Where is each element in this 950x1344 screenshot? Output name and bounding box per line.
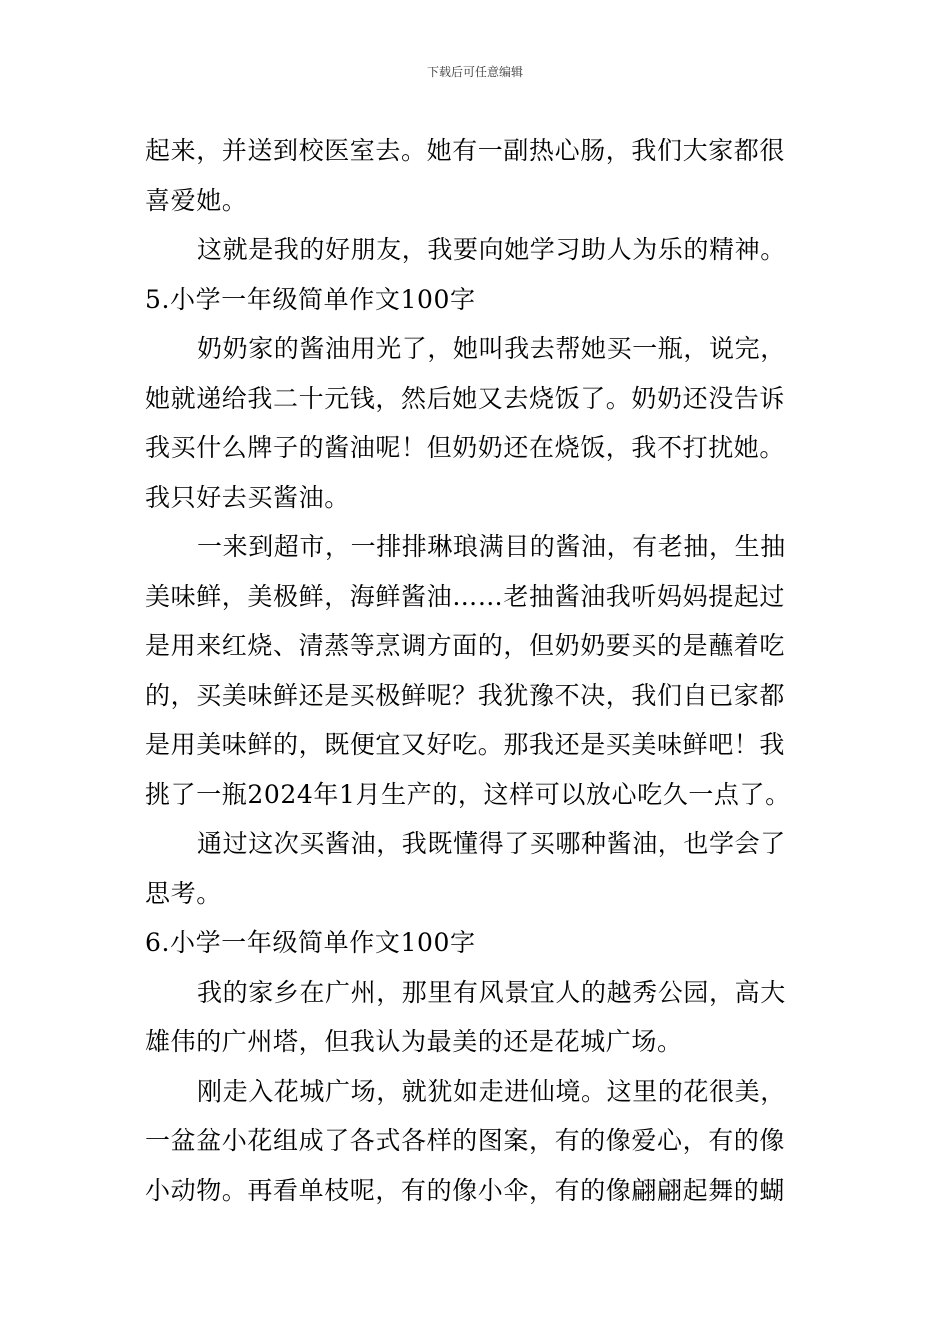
text-line: 雄伟的广州塔，但我认为最美的还是花城广场。 <box>145 1027 683 1056</box>
text-line: 起来，并送到校医室去。她有一副热心肠，我们大家都很 <box>145 136 786 165</box>
text-line: 她就递给我二十元钱，然后她又去烧饭了。奶奶还没告诉 <box>145 383 786 413</box>
text-line: 思考。 <box>145 878 222 908</box>
text-line: 小动物。再看单枝呢，有的像小伞，有的像翩翩起舞的蝴 <box>145 1175 786 1205</box>
text-line: 的，买美味鲜还是买极鲜呢？我犹豫不决，我们自已家都 <box>145 680 786 710</box>
section-heading: 6.小学一年级简单作文100字 <box>145 928 476 957</box>
document-body <box>145 126 809 1215</box>
paragraph-line: 通过这次买酱油，我既懂得了买哪种酱油，也学会了 <box>197 829 786 858</box>
text-line: 我买什么牌子的酱油呢！但奶奶还在烧饭，我不打扰她。 <box>145 433 786 462</box>
paragraph-line: 奶奶家的酱油用光了，她叫我去帮她买一瓶，说完， <box>197 334 786 363</box>
section-heading: 5.小学一年级简单作文100字 <box>145 284 476 314</box>
page-header: 下载后可任意编辑 <box>426 65 523 79</box>
text-line: 一盆盆小花组成了各式各样的图案，有的像爱心，有的像 <box>145 1126 786 1155</box>
paragraph-line: 这就是我的好朋友，我要向她学习助人为乐的精神。 <box>197 235 786 264</box>
text-line: 美味鲜，美极鲜，海鲜酱油……老抽酱油我听妈妈提起过 <box>145 581 786 611</box>
text-line: 我只好去买酱油。 <box>145 482 350 512</box>
paragraph-line: 一来到超市，一排排琳琅满目的酱油，有老抽，生抽 <box>197 532 786 561</box>
text-line: 挑了一瓶2024年1月生产的，这样可以放心吃久一点了。 <box>145 779 791 809</box>
text-line: 是用来红烧、清蒸等烹调方面的，但奶奶要买的是蘸着吃 <box>145 631 786 660</box>
paragraph-line: 我的家乡在广州，那里有风景宜人的越秀公园，高大 <box>197 977 786 1007</box>
paragraph-line: 刚走入花城广场，就犹如走进仙境。这里的花很美， <box>197 1076 786 1106</box>
text-line: 喜爱她。 <box>145 185 248 215</box>
text-line: 是用美味鲜的，既便宜又好吃。那我还是买美味鲜吧！我 <box>145 730 786 759</box>
